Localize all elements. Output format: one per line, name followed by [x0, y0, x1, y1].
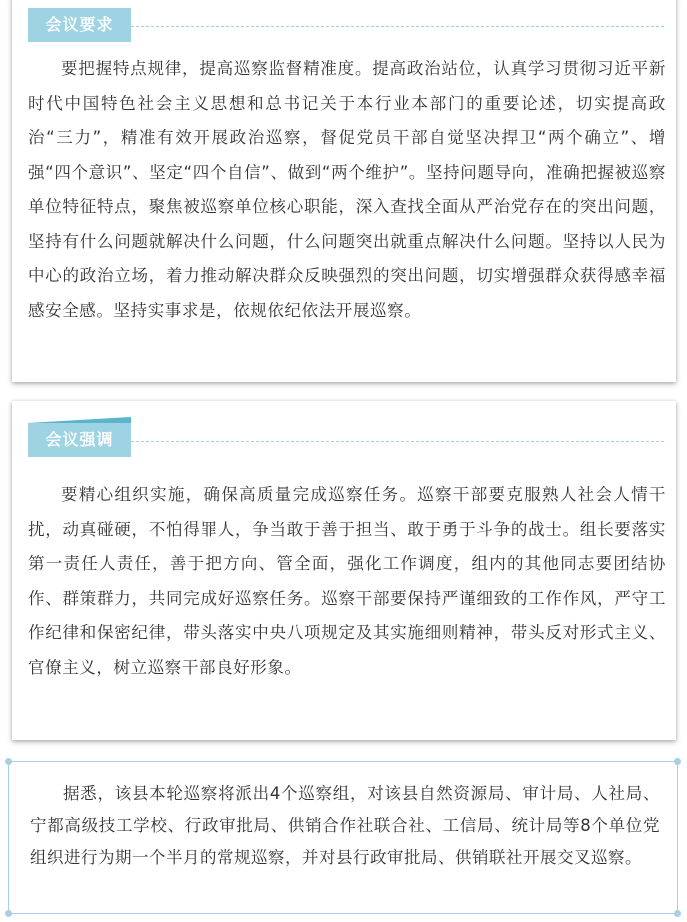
corner-dot-decoration: [674, 910, 681, 917]
corner-dot-decoration: [5, 758, 12, 765]
section-body: 要精心组织实施，确保高质量完成巡察任务。巡察干部要克服熟人社会人情干扰，动真碰硬，不怕得罪人，争当敢于善于担当、敢于勇于斗争的战士。组长要落实第一责任人责任，善于把方向、管全面，强化工作调度，组内的其他同志要团结协作、群策群力，共同完成好巡察任务。巡察干部要保持严谨细致的工作作风，严守工作纪律和保密纪律，带头落实中央八项规定及其实施细则精神，带头反对形式主义、官僚主义，树立巡察干部良好形象。: [28, 485, 666, 677]
dashed-divider: [131, 26, 664, 27]
corner-dot-decoration: [674, 758, 681, 765]
corner-dot-decoration: [5, 910, 12, 917]
dashed-divider: [131, 441, 664, 442]
section-header: [28, 423, 664, 457]
section-heading: 会议要求: [28, 8, 131, 42]
section-body: 要把握特点规律，提高巡察监督精准度。提高政治站位，认真学习贯彻习近平新时代中国特色社会主义思想和总书记关于本行业本部门的重要论述，切实提高政治“三力”，精准有效开展政治巡察，督促党员干部自觉坚决捍卫“两个确立”、增强“四个意识”、坚定“四个自信”、做到“两个维护”。坚持问题导向，准确把握被巡察单位特征特点，聚焦被巡察单位核心职能，深入查找全面从严治党存在的突出问题，坚持有什么问题就解决什么问题，什么问题突出就重点解决什么问题。坚持以人民为中心的政治立场，着力推动解决群众反映强烈的突出问题，切实增强群众获得感幸福感安全感。坚持实事求是，依规依纪依法开展巡察。: [28, 59, 666, 320]
summary-text: 据悉，该县本轮巡察将派出4个巡察组，对该县自然资源局、审计局、人社局、宁都高级技工学校、行政审批局、供销合作社联合社、工信局、统计局等8个单位党组织进行为期一个半月的常规巡察，并对县行政审批局、供销联社开展交叉巡察。: [30, 784, 660, 867]
section-card-emphasis: [12, 401, 676, 740]
summary-frame: [8, 761, 678, 914]
section-heading: 会议强调: [28, 423, 131, 457]
section-card-requirements: [12, 0, 676, 382]
section-header: [28, 8, 664, 42]
